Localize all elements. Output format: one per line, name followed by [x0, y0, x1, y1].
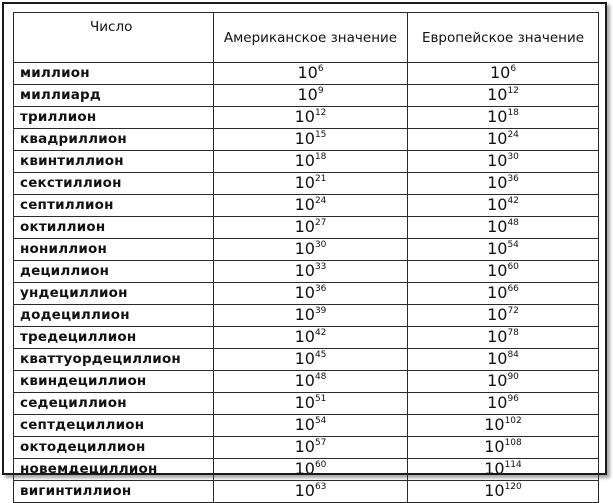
power-base: 10	[487, 327, 508, 346]
power-base: 10	[484, 437, 505, 456]
american-value-cell	[214, 129, 408, 151]
american-value-cell	[214, 239, 408, 261]
power-exponent: 42	[507, 196, 519, 206]
power-exponent: 60	[507, 262, 519, 272]
power-base: 10	[294, 261, 315, 280]
power-base: 10	[487, 107, 508, 126]
table-header-row	[14, 13, 599, 63]
power-base: 10	[294, 437, 315, 456]
power-exponent: 36	[314, 284, 327, 294]
number-name-cell: квиндециллион	[14, 371, 214, 393]
european-value-cell	[408, 283, 599, 305]
number-name-cell: триллион	[14, 107, 214, 129]
power-base: 10	[484, 481, 505, 500]
power-exponent: 15	[314, 130, 327, 140]
power-exponent: 30	[507, 152, 519, 162]
power-base: 10	[489, 63, 511, 82]
american-value-cell	[214, 393, 408, 415]
power-exponent: 24	[314, 196, 327, 206]
table-row	[14, 349, 599, 371]
european-value-cell	[408, 371, 599, 393]
large-numbers-table	[13, 12, 599, 503]
power-exponent: 27	[314, 218, 327, 228]
power-exponent: 48	[314, 372, 327, 382]
power-base: 10	[487, 217, 508, 236]
power-exponent: 102	[504, 416, 522, 426]
american-value-cell	[214, 107, 408, 129]
american-value-cell	[214, 85, 408, 107]
power-base: 10	[294, 173, 315, 192]
european-value-cell	[408, 217, 599, 239]
european-value-cell	[408, 129, 599, 151]
header-number-name: Число	[14, 13, 214, 63]
power-base: 10	[294, 459, 315, 478]
european-value-cell	[408, 349, 599, 371]
number-name-cell: октиллион	[14, 217, 214, 239]
power-base: 10	[297, 63, 318, 82]
american-value-cell	[214, 459, 408, 481]
number-name-cell: миллиард	[14, 85, 214, 107]
number-name-cell: квинтиллион	[14, 151, 214, 173]
american-value-cell	[214, 173, 408, 195]
american-value-cell	[214, 437, 408, 459]
power-base: 10	[487, 239, 508, 258]
number-name-cell: квадриллион	[14, 129, 214, 151]
power-exponent: 66	[507, 284, 519, 294]
power-exponent: 120	[504, 482, 522, 492]
power-exponent: 45	[314, 350, 327, 360]
power-base: 10	[294, 393, 315, 412]
power-exponent: 54	[507, 240, 519, 250]
table-row	[14, 305, 599, 327]
power-exponent: 42	[314, 328, 327, 338]
european-value-cell	[408, 437, 599, 459]
table-row	[14, 63, 599, 85]
power-base: 10	[487, 261, 508, 280]
table-row	[14, 129, 599, 151]
number-name-cell: ундециллион	[14, 283, 214, 305]
table-row	[14, 459, 599, 481]
european-value-cell	[408, 393, 599, 415]
european-value-cell	[408, 481, 599, 503]
table-row	[14, 85, 599, 107]
power-base: 10	[487, 85, 508, 104]
european-value-cell	[408, 261, 599, 283]
power-base: 10	[487, 129, 508, 148]
power-exponent: 12	[507, 86, 519, 96]
table-row	[14, 393, 599, 415]
number-name-cell: новемдециллион	[14, 459, 214, 481]
power-exponent: 72	[507, 306, 519, 316]
number-name-cell: септиллион	[14, 195, 214, 217]
table-row	[14, 283, 599, 305]
power-exponent: 96	[507, 394, 519, 404]
american-value-cell	[214, 63, 408, 85]
number-name-cell: октодециллион	[14, 437, 214, 459]
power-base: 10	[294, 129, 315, 148]
power-base: 10	[487, 283, 508, 302]
european-value-cell	[408, 173, 599, 195]
number-name-cell: секстиллион	[14, 173, 214, 195]
power-base: 10	[294, 371, 315, 390]
power-exponent: 90	[507, 372, 519, 382]
european-value-cell	[408, 305, 599, 327]
power-base: 10	[487, 195, 508, 214]
european-value-cell	[408, 195, 599, 217]
power-exponent: 39	[314, 306, 327, 316]
power-base: 10	[294, 151, 315, 170]
american-value-cell	[214, 151, 408, 173]
power-exponent: 78	[507, 328, 519, 338]
table-row	[14, 195, 599, 217]
table-row	[14, 327, 599, 349]
european-value-cell	[408, 415, 599, 437]
american-value-cell	[214, 349, 408, 371]
power-exponent: 48	[507, 218, 519, 228]
table-frame	[2, 2, 607, 500]
american-value-cell	[214, 217, 408, 239]
european-value-cell	[408, 63, 599, 85]
american-value-cell	[214, 327, 408, 349]
table-row	[14, 217, 599, 239]
power-exponent: 18	[314, 152, 327, 162]
power-exponent: 108	[504, 438, 522, 448]
power-exponent: 54	[314, 416, 327, 426]
power-base: 10	[487, 173, 508, 192]
power-base: 10	[294, 327, 315, 346]
power-exponent: 114	[504, 460, 522, 470]
power-exponent: 21	[314, 174, 327, 184]
number-name-cell: дециллион	[14, 261, 214, 283]
number-name-cell: вигинтиллион	[14, 481, 214, 503]
power-exponent: 63	[314, 482, 327, 492]
american-value-cell	[214, 305, 408, 327]
table-row	[14, 151, 599, 173]
power-base: 10	[487, 305, 508, 324]
power-exponent: 24	[507, 130, 519, 140]
power-exponent: 33	[314, 262, 327, 272]
american-value-cell	[214, 481, 408, 503]
table-row	[14, 239, 599, 261]
power-exponent: 6	[510, 64, 517, 74]
power-exponent: 9	[317, 86, 324, 96]
power-base: 10	[484, 459, 505, 478]
table-row	[14, 415, 599, 437]
number-name-cell: миллион	[14, 63, 214, 85]
power-exponent: 6	[317, 64, 324, 74]
power-exponent: 30	[314, 240, 327, 250]
number-name-cell: тредециллион	[14, 327, 214, 349]
european-value-cell	[408, 239, 599, 261]
number-name-cell: септдециллион	[14, 415, 214, 437]
number-name-cell: кваттуордециллион	[14, 349, 214, 371]
power-base: 10	[487, 371, 508, 390]
power-base: 10	[294, 217, 315, 236]
power-base: 10	[294, 481, 315, 500]
table-row	[14, 437, 599, 459]
power-base: 10	[294, 283, 315, 302]
number-name-cell: додециллион	[14, 305, 214, 327]
american-value-cell	[214, 415, 408, 437]
power-base: 10	[294, 107, 315, 126]
american-value-cell	[214, 261, 408, 283]
table-row	[14, 371, 599, 393]
table-row	[14, 481, 599, 503]
european-value-cell	[408, 107, 599, 129]
power-exponent: 57	[314, 438, 327, 448]
american-value-cell	[214, 283, 408, 305]
power-exponent: 36	[507, 174, 519, 184]
power-exponent: 12	[314, 108, 327, 118]
power-base: 10	[294, 195, 315, 214]
header-european-value: Европейское значение	[408, 13, 599, 63]
number-name-cell: седециллион	[14, 393, 214, 415]
power-exponent: 60	[314, 460, 327, 470]
power-base: 10	[297, 85, 318, 104]
number-name-cell: нониллион	[14, 239, 214, 261]
power-exponent: 51	[314, 394, 327, 404]
power-base: 10	[484, 415, 505, 434]
power-base: 10	[487, 393, 508, 412]
european-value-cell	[408, 459, 599, 481]
table-row	[14, 173, 599, 195]
american-value-cell	[214, 195, 408, 217]
power-base: 10	[294, 415, 315, 434]
header-american-value: Американское значение	[214, 13, 408, 63]
power-base: 10	[487, 349, 508, 368]
european-value-cell	[408, 327, 599, 349]
table-row	[14, 261, 599, 283]
european-value-cell	[408, 85, 599, 107]
power-base: 10	[487, 151, 508, 170]
power-base: 10	[294, 239, 315, 258]
power-exponent: 84	[507, 350, 519, 360]
power-exponent: 18	[507, 108, 519, 118]
power-base: 10	[294, 305, 315, 324]
american-value-cell	[214, 371, 408, 393]
power-base: 10	[294, 349, 315, 368]
table-row	[14, 107, 599, 129]
european-value-cell	[408, 151, 599, 173]
